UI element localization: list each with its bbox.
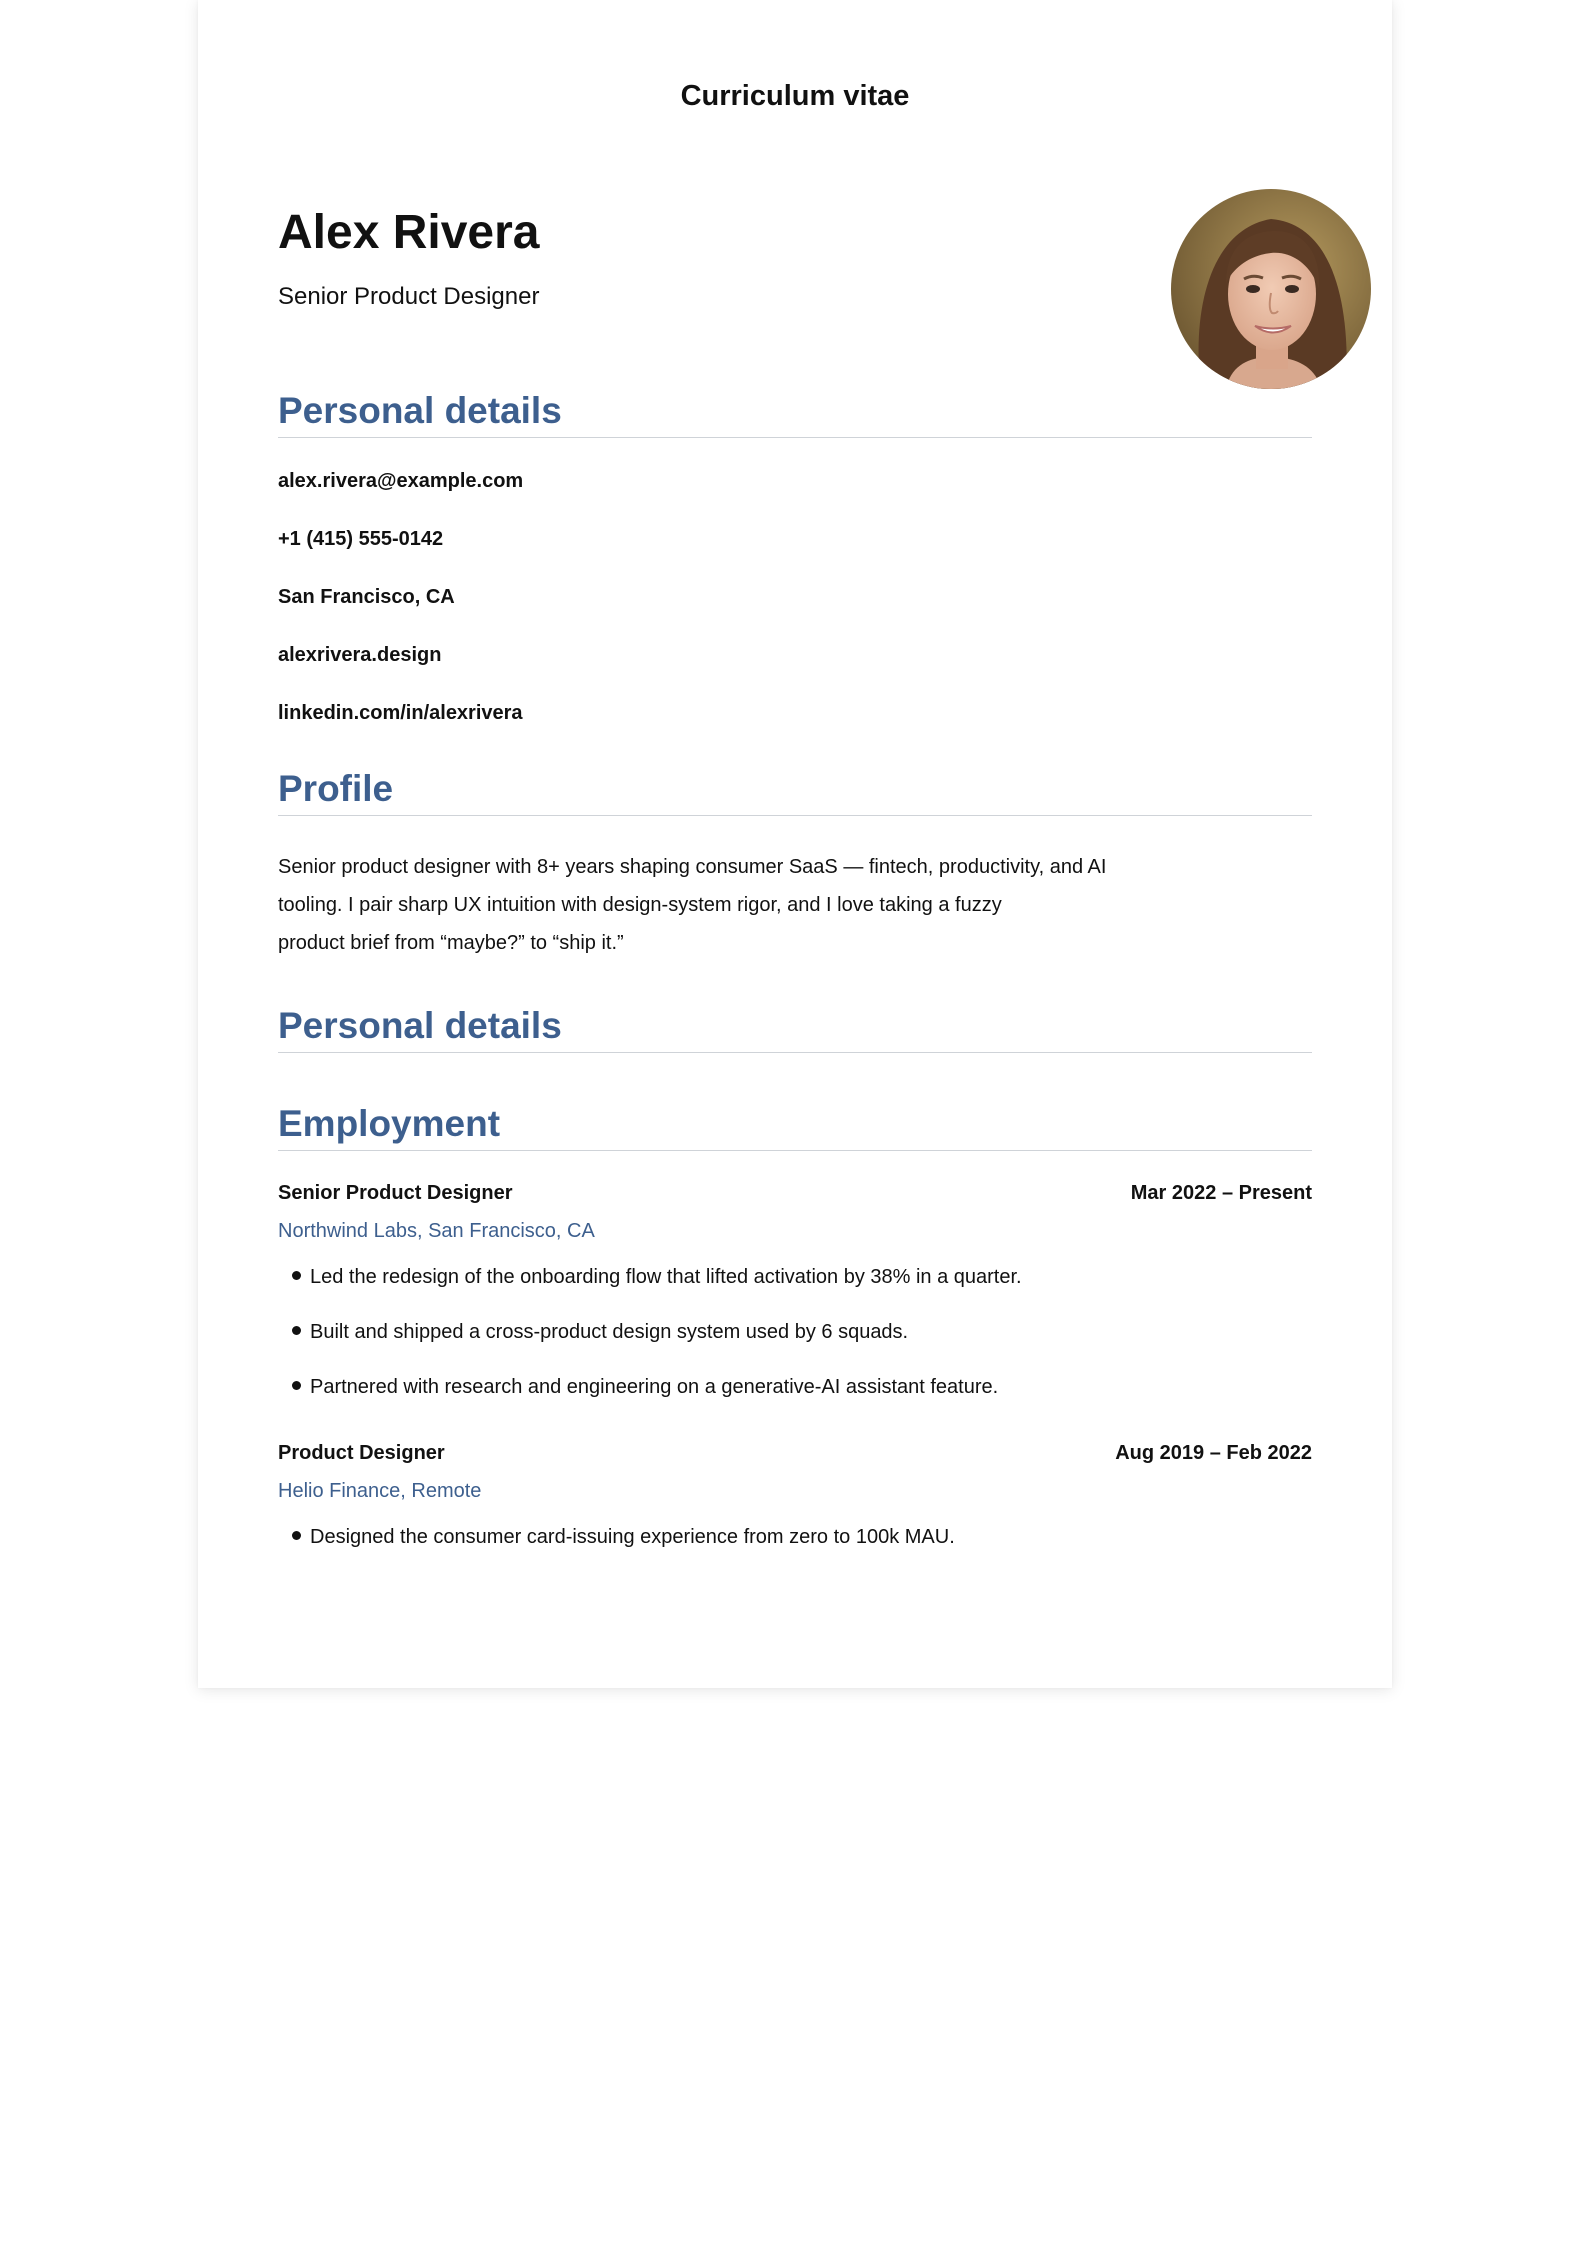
person-name: Alex Rivera [278, 206, 540, 259]
bullet-text: Partnered with research and engineering on a generative-AI assistant feature. [310, 1376, 999, 1398]
document-title: Curriculum vitae [680, 80, 910, 112]
cv-page [198, 0, 1392, 1688]
personal-details-section-2 [278, 1007, 1312, 1053]
detail-website: alexrivera.design [278, 644, 442, 666]
job-dates: Mar 2022 – Present [1130, 1182, 1312, 1204]
detail-phone: +1 (415) 555-0142 [278, 528, 444, 550]
job-bullet [292, 1526, 955, 1549]
job-role: Senior Product Designer [278, 1182, 513, 1204]
section-heading-profile: Profile [278, 770, 1312, 816]
job-bullet [292, 1376, 998, 1399]
detail-email: alex.rivera@example.com [278, 470, 524, 492]
section-heading-personal-details: Personal details [278, 392, 1312, 438]
bullet-dot-icon [292, 1326, 301, 1335]
bullet-dot-icon [292, 1271, 301, 1280]
job-role: Product Designer [278, 1442, 445, 1464]
profile-line: tooling. I pair sharp UX intuition with design-system rigor, and I love taking a fuzzy [278, 894, 1002, 916]
job-dates: Aug 2019 – Feb 2022 [1115, 1442, 1312, 1464]
person-job-title: Senior Product Designer [278, 283, 540, 310]
profile-section [278, 770, 1312, 816]
job-employer: Northwind Labs, San Francisco, CA [278, 1220, 595, 1242]
profile-line: product brief from “maybe?” to “ship it.” [278, 932, 624, 954]
job-bullet [292, 1266, 1022, 1289]
bullet-dot-icon [292, 1381, 301, 1390]
profile-line: Senior product designer with 8+ years shaping consumer SaaS — fintech, productivity, and AI [278, 856, 1107, 878]
employment-section [278, 1105, 1312, 1151]
detail-location: San Francisco, CA [278, 586, 455, 608]
avatar [1171, 189, 1371, 389]
detail-linkedin: linkedin.com/in/alexrivera [278, 702, 523, 724]
bullet-dot-icon [292, 1531, 301, 1540]
section-heading-personal-details-2: Personal details [278, 1007, 1312, 1053]
bullet-text: Built and shipped a cross-product design system used by 6 squads. [310, 1321, 909, 1343]
bullet-text: Led the redesign of the onboarding flow that lifted activation by 38% in a quarter. [310, 1266, 1022, 1288]
job-employer: Helio Finance, Remote [278, 1480, 482, 1502]
bullet-text: Designed the consumer card-issuing experience from zero to 100k MAU. [310, 1526, 955, 1548]
job-bullet [292, 1321, 908, 1344]
section-heading-employment: Employment [278, 1105, 1312, 1151]
avatar-photo [1171, 189, 1371, 389]
profile-summary [278, 848, 1148, 962]
personal-details-section [278, 392, 1312, 438]
